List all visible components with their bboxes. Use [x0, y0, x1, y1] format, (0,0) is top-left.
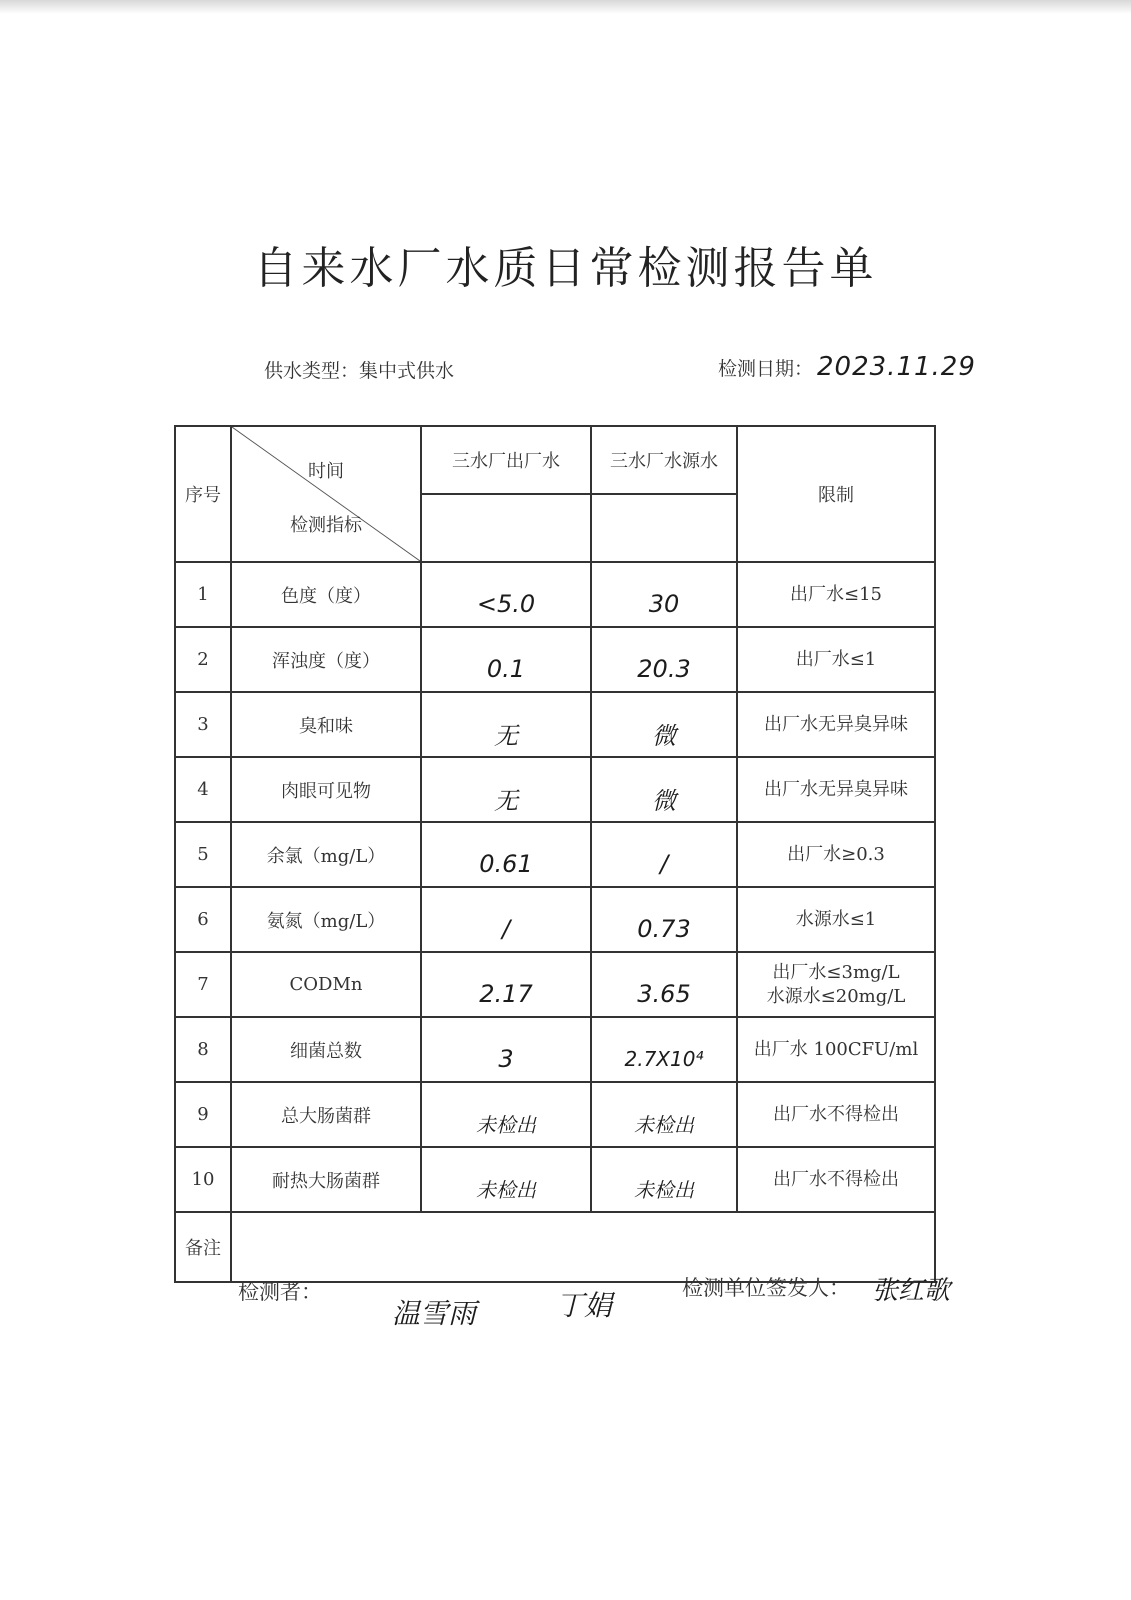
source-value: 2.7X10⁴: [624, 1046, 704, 1071]
test-date-label: 检测日期：: [718, 358, 814, 380]
col-outflow-time-blank: [421, 494, 591, 562]
table-row: [175, 822, 935, 887]
source-value: 微: [652, 722, 676, 750]
table-row: [175, 757, 935, 822]
source-value-cell: [591, 1017, 737, 1082]
row-number: 2: [175, 627, 231, 692]
source-value: 3.65: [637, 979, 691, 1008]
row-indicator: 臭和味: [231, 692, 421, 757]
source-value-cell: [591, 1147, 737, 1212]
table-row: [175, 627, 935, 692]
source-value: 20.3: [637, 654, 691, 683]
outflow-value-cell: [421, 822, 591, 887]
col-source-time-blank: [591, 494, 737, 562]
supply-type-value: 集中式供水: [359, 360, 455, 382]
row-limit-cell: [737, 562, 935, 627]
outflow-value: <5.0: [476, 589, 536, 618]
supply-type-label: 供水类型：: [264, 360, 360, 382]
outflow-value: 未检出: [476, 1113, 536, 1137]
source-value-cell: [591, 562, 737, 627]
row-limit: 出厂水无异臭异味: [764, 713, 908, 735]
row-limit: 出厂水不得检出: [773, 1103, 899, 1125]
tester-signature-2: 丁娟: [556, 1289, 613, 1322]
row-limit-cell: [737, 822, 935, 887]
row-number: 10: [175, 1147, 231, 1212]
outflow-value-cell: [421, 1017, 591, 1082]
outflow-value: 未检出: [476, 1178, 536, 1202]
table-row: [175, 952, 935, 1017]
row-limit-cell: [737, 1082, 935, 1147]
outflow-value-cell: [421, 887, 591, 952]
row-limit-cell: [737, 757, 935, 822]
source-value-cell: [591, 822, 737, 887]
outflow-value-cell: [421, 627, 591, 692]
outflow-value-cell: [421, 757, 591, 822]
col-header-outflow: 三水厂出厂水: [421, 426, 591, 494]
row-limit: 出厂水 100CFU/ml: [753, 1038, 919, 1060]
diagonal-header: [231, 426, 421, 562]
row-limit: 出厂水≤1: [795, 648, 877, 670]
row-limit: 出厂水无异臭异味: [764, 778, 908, 800]
row-number: 3: [175, 692, 231, 757]
row-limit: 出厂水≤3mg/L: [772, 961, 900, 983]
row-number: 1: [175, 562, 231, 627]
outflow-value: 0.1: [486, 654, 526, 683]
outflow-value: 3: [498, 1044, 514, 1073]
diag-time-label: 时间: [308, 461, 344, 482]
row-limit: 水源水≤1: [795, 908, 877, 930]
row-number: 6: [175, 887, 231, 952]
seq-header: 序号: [175, 426, 231, 562]
outflow-value: /: [501, 914, 511, 943]
row-indicator: 氨氮（mg/L）: [231, 887, 421, 952]
report-title: 自来水厂水质日常检测报告单: [253, 243, 878, 294]
row-number: 8: [175, 1017, 231, 1082]
remarks-label: 备注: [175, 1212, 231, 1282]
test-date-value: 2023.11.29: [817, 352, 976, 382]
row-indicator: 肉眼可见物: [231, 757, 421, 822]
row-indicator: 浑浊度（度）: [231, 627, 421, 692]
source-value: 微: [652, 787, 676, 815]
table-row: [175, 562, 935, 627]
source-value-cell: [591, 757, 737, 822]
scan-edge: [0, 0, 1131, 14]
col-header-source: 三水厂水源水: [591, 426, 737, 494]
row-number: 5: [175, 822, 231, 887]
source-value: 未检出: [634, 1178, 694, 1202]
row-number: 4: [175, 757, 231, 822]
source-value: 未检出: [634, 1113, 694, 1137]
row-limit-cell: [737, 1147, 935, 1212]
row-limit-secondary: 水源水≤20mg/L: [766, 985, 906, 1007]
source-value: 30: [648, 589, 680, 618]
outflow-value-cell: [421, 562, 591, 627]
row-limit: 出厂水≤15: [790, 583, 882, 605]
row-limit-cell: [737, 692, 935, 757]
outflow-value: 无: [494, 722, 518, 750]
outflow-value: 无: [494, 787, 518, 815]
source-value: 0.73: [637, 914, 691, 943]
row-limit-cell: [737, 1017, 935, 1082]
tester-label: 检测者：: [238, 1280, 322, 1304]
report-table: [174, 425, 936, 1283]
row-limit-cell: [737, 887, 935, 952]
issuer-signature: 张红歌: [872, 1276, 951, 1306]
table-row: [175, 692, 935, 757]
source-value-cell: [591, 1082, 737, 1147]
row-indicator: 耐热大肠菌群: [231, 1147, 421, 1212]
row-limit: 出厂水不得检出: [773, 1168, 899, 1190]
table-row: [175, 1017, 935, 1082]
limit-header: 限制: [737, 426, 935, 562]
row-indicator: 余氯（mg/L）: [231, 822, 421, 887]
row-indicator: 总大肠菌群: [231, 1082, 421, 1147]
outflow-value-cell: [421, 952, 591, 1017]
source-value: /: [659, 849, 669, 878]
outflow-value: 2.17: [479, 979, 533, 1008]
row-limit: 出厂水≥0.3: [787, 843, 885, 865]
table-row: [175, 1147, 935, 1212]
source-value-cell: [591, 692, 737, 757]
source-value-cell: [591, 952, 737, 1017]
row-limit-cell: [737, 627, 935, 692]
source-value-cell: [591, 887, 737, 952]
outflow-value-cell: [421, 692, 591, 757]
diagonal-line: [232, 427, 420, 561]
row-number: 7: [175, 952, 231, 1017]
row-indicator: CODMn: [231, 952, 421, 1017]
test-date: [718, 352, 976, 382]
diag-indicator-label: 检测指标: [290, 515, 362, 536]
outflow-value-cell: [421, 1082, 591, 1147]
row-limit-cell: [737, 952, 935, 1017]
table-row: [175, 887, 935, 952]
issuer-label: 检测单位签发人：: [682, 1276, 850, 1300]
outflow-value: 0.61: [479, 849, 533, 878]
outflow-value-cell: [421, 1147, 591, 1212]
row-indicator: 色度（度）: [231, 562, 421, 627]
tester-signature-1: 温雪雨: [392, 1297, 477, 1330]
source-value-cell: [591, 627, 737, 692]
row-indicator: 细菌总数: [231, 1017, 421, 1082]
row-number: 9: [175, 1082, 231, 1147]
supply-type: [264, 356, 454, 383]
table-row: [175, 1082, 935, 1147]
